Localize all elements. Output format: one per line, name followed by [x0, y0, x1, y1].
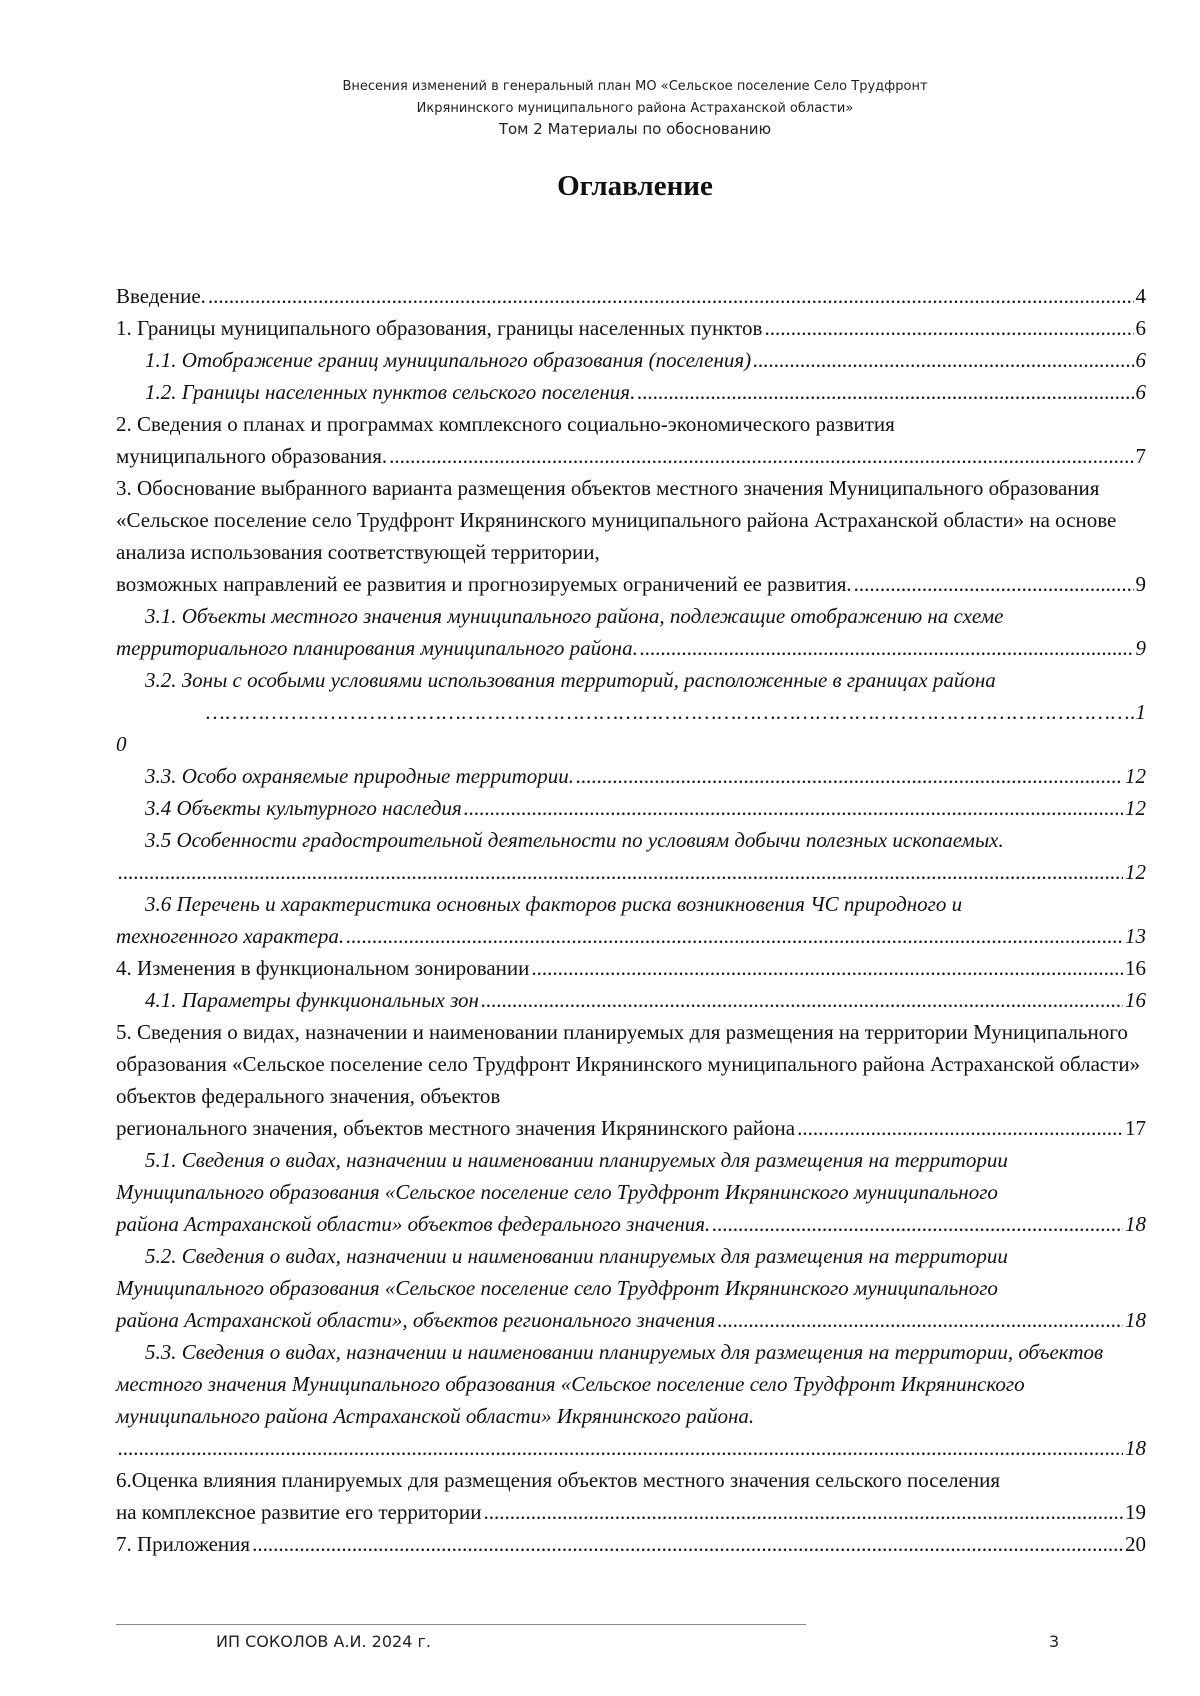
- toc-entry-3-5[interactable]: [116, 824, 1146, 888]
- toc-leader-dots: [753, 344, 1133, 376]
- footer-divider: [116, 1624, 806, 1625]
- document-header: [0, 76, 1200, 138]
- toc-entry-4-1[interactable]: [116, 984, 1146, 1016]
- toc-entry-title: 1.1. Отображение границ муниципального образования (поселения): [145, 348, 752, 372]
- toc-entry-page: 6: [1135, 316, 1146, 340]
- toc-entry-title: 6.Оценка влияния планируемых для размещения объектов местного значения сельского поселения: [116, 1468, 1001, 1492]
- toc-leader-dots: [797, 1112, 1123, 1144]
- toc-entry-title: 4. Изменения в функциональном зонировании: [116, 956, 530, 980]
- toc-leader-dots: [118, 1432, 1123, 1464]
- toc-entry-title: 4.1. Параметры функциональных зон: [145, 988, 479, 1012]
- toc-entry-page: 12: [1125, 764, 1146, 788]
- toc-entry-title-cont: техногенного характера.: [116, 924, 345, 948]
- toc-entry-title: 5.2. Сведения о видах, назначении и наименовании планируемых для размещения на территории Муниципального образования «Сельское поселение село Трудфронт Икрянинского муниципального: [116, 1244, 1008, 1300]
- toc-entry-title-cont: на комплексное развитие его территории: [116, 1500, 482, 1524]
- toc-entry-title: 1. Границы муниципального образования, границы населенных пунктов: [116, 316, 763, 340]
- toc-entry-page: 9: [1135, 636, 1146, 660]
- toc-entry-page-part-b: 0: [116, 732, 127, 756]
- toc-entry-5-2[interactable]: [116, 1240, 1146, 1336]
- toc-entry-title-cont: территориального планирования муниципального района.: [116, 636, 638, 660]
- toc-entry-title-cont: района Астраханской области» объектов федерального значения.: [116, 1212, 711, 1236]
- toc-entry-3[interactable]: [116, 472, 1146, 600]
- toc-entry-title: 3.4 Объекты культурного наследия: [145, 796, 462, 820]
- toc-leader-dots: [576, 760, 1123, 792]
- toc-leader-ellipsis: [206, 696, 1136, 728]
- toc-entry-title: 3.3. Особо охраняемые природные территории.: [145, 764, 575, 788]
- toc-leader-dots: [208, 280, 1134, 312]
- toc-entry-title-cont: возможных направлений ее развития и прогнозируемых ограничений ее развития.: [116, 572, 852, 596]
- toc-entry-page: 18: [1125, 1212, 1146, 1236]
- toc-entry-6[interactable]: [116, 1464, 1146, 1528]
- toc-entry-page: 7: [1135, 444, 1146, 468]
- toc-entry-title: 3.6 Перечень и характеристика основных факторов риска возникновения ЧС природного и: [145, 892, 963, 916]
- toc-entry-page: 4: [1135, 284, 1146, 308]
- toc-entry-page: 18: [1125, 1308, 1146, 1332]
- toc-leader-dots: [483, 1496, 1123, 1528]
- toc-entry-title: 3.2. Зоны с особыми условиями использования территорий, расположенные в границах района: [145, 668, 996, 692]
- toc-leader-dots: [464, 792, 1123, 824]
- toc-entry-introduction[interactable]: [116, 280, 1146, 312]
- toc-entry-title: Введение.: [116, 284, 206, 308]
- header-line-1: Внесения изменений в генеральный план МО «Сельское поселение Село Трудфронт: [342, 79, 928, 94]
- toc-entry-title: 7. Приложения: [116, 1532, 251, 1556]
- toc-entry-page: 6: [1135, 348, 1146, 372]
- toc-entry-page: 16: [1125, 956, 1146, 980]
- toc-entry-page: 20: [1125, 1532, 1146, 1556]
- toc-entry-page: 12: [1125, 860, 1146, 884]
- toc-entry-title: 2. Сведения о планах и программах комплексного социально-экономического развития: [116, 412, 895, 436]
- toc-leader-dots: [854, 568, 1134, 600]
- toc-entry-5-3[interactable]: [116, 1336, 1146, 1464]
- toc-entry-7[interactable]: [116, 1528, 1146, 1560]
- page-title: Оглавление: [557, 170, 713, 202]
- toc-entry-4[interactable]: [116, 952, 1146, 984]
- toc-entry-page: 9: [1135, 572, 1146, 596]
- toc-entry-page-part-a: 1: [1135, 700, 1146, 724]
- toc-entry-title: 5.3. Сведения о видах, назначении и наименовании планируемых для размещения на территории, объектов местного значения Муниципального образования «Сельское поселение село Трудфронт Икрянинского муниципального района Астраханской области» Икрянинского района.: [116, 1340, 1104, 1428]
- toc-entry-page: 12: [1125, 796, 1146, 820]
- toc-entry-5-1[interactable]: [116, 1144, 1146, 1240]
- toc-entry-3-3[interactable]: [116, 760, 1146, 792]
- toc-entry-title-cont: района Астраханской области», объектов регионального значения: [116, 1308, 716, 1332]
- toc-leader-dots: [640, 632, 1134, 664]
- toc-leader-dots: [717, 1304, 1123, 1336]
- toc-leader-dots: [346, 920, 1123, 952]
- toc-leader-dots: [531, 952, 1123, 984]
- toc-entry-title-cont: регионального значения, объектов местного значения Икрянинского района: [116, 1116, 796, 1140]
- toc-entry-page: 16: [1125, 988, 1146, 1012]
- toc-entry-5[interactable]: [116, 1016, 1146, 1144]
- toc-entry-page: 18: [1125, 1436, 1146, 1460]
- toc-entry-page: 6: [1135, 380, 1146, 404]
- header-line-2: Икрянинского муниципального района Астраханской области»: [416, 101, 854, 116]
- toc-leader-dots: [252, 1528, 1123, 1560]
- toc-entry-3-6[interactable]: [116, 888, 1146, 952]
- toc-entry-1-2[interactable]: [116, 376, 1146, 408]
- toc-entry-title-cont: муниципального образования.: [116, 444, 388, 468]
- toc-entry-3-2[interactable]: [116, 664, 1146, 760]
- toc-entry-page: 19: [1125, 1500, 1146, 1524]
- toc-leader-dots: [389, 440, 1133, 472]
- toc-entry-title: 5.1. Сведения о видах, назначении и наименовании планируемых для размещения на территории Муниципального образования «Сельское поселение село Трудфронт Икрянинского муниципального: [116, 1148, 1008, 1204]
- toc-entry-title: 3.1. Объекты местного значения муниципального района, подлежащие отображению на схеме: [145, 604, 1004, 628]
- toc-leader-dots: [118, 856, 1123, 888]
- toc-entry-title: 1.2. Границы населенных пунктов сельского поселения.: [145, 380, 636, 404]
- toc-entry-1-1[interactable]: [116, 344, 1146, 376]
- table-of-contents: [116, 280, 1146, 1560]
- toc-entry-3-4[interactable]: [116, 792, 1146, 824]
- toc-leader-dots: [637, 376, 1133, 408]
- header-volume: Том 2 Материалы по обоснованию: [498, 120, 772, 138]
- toc-entry-page: 13: [1125, 924, 1146, 948]
- toc-leader-dots: [481, 984, 1123, 1016]
- toc-entry-2[interactable]: [116, 408, 1146, 472]
- toc-entry-title: 3. Обоснование выбранного варианта размещения объектов местного значения Муниципального образования «Сельское поселение село Трудфронт Икрянинского муниципального района Астраханской области» на основе анализа использования соответствующей территории,: [116, 476, 1117, 564]
- toc-entry-title: 3.5 Особенности градостроительной деятельности по условиям добычи полезных ископаемых.: [145, 828, 1004, 852]
- page-number: 3: [1049, 1632, 1060, 1651]
- footer-author: ИП СОКОЛОВ А.И. 2024 г.: [216, 1632, 431, 1651]
- toc-entry-3-1[interactable]: [116, 600, 1146, 664]
- toc-entry-1[interactable]: [116, 312, 1146, 344]
- toc-leader-dots: [712, 1208, 1123, 1240]
- toc-entry-title: 5. Сведения о видах, назначении и наименовании планируемых для размещения на территории Муниципального образования «Сельское поселение село Трудфронт Икрянинского муниципального района Астраханской области» объектов федерального значения, объектов: [116, 1020, 1141, 1108]
- toc-entry-page: 17: [1125, 1116, 1146, 1140]
- toc-leader-dots: [764, 312, 1133, 344]
